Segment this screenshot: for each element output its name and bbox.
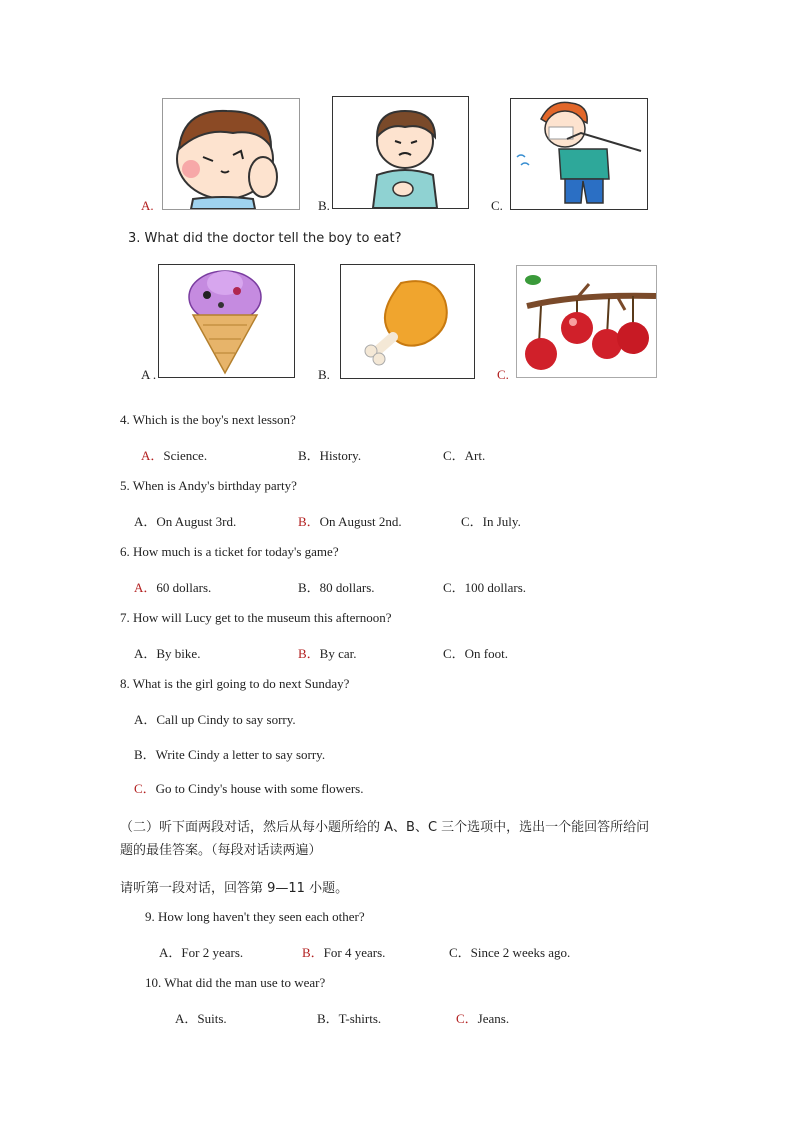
q6-option-c — [443, 577, 526, 596]
q10-question: 10. What did the man use to wear? — [145, 975, 326, 990]
section2-instruction-line1: （二）听下面两段对话，然后从每小题所给的 A、B、C 三个选项中，选出一个能回答所给问 — [120, 820, 650, 835]
q3-option-a-letter: A . — [141, 367, 157, 382]
q6-option-a-letter: A． — [134, 580, 157, 595]
q9-option-b-letter: B． — [302, 945, 324, 960]
q9-option-c-text: Since 2 weeks ago. — [470, 945, 571, 960]
dialogue1-intro: 请听第一段对话，回答第 9—11 小题。 — [120, 881, 349, 896]
q5-option-c-text: In July. — [482, 514, 521, 529]
q6-option-c-letter: C． — [443, 580, 465, 595]
q7-option-c-text: On foot. — [464, 646, 509, 661]
chicken-leg-icon — [340, 264, 475, 379]
q10-option-a — [175, 1008, 227, 1027]
q6-option-c-text: 100 dollars. — [464, 580, 527, 595]
boy-stomachache-icon — [332, 96, 469, 209]
q8-option-a — [134, 709, 296, 728]
q9-option-b-text: For 4 years. — [323, 945, 386, 960]
q6-option-a — [134, 577, 211, 596]
q8-option-a-text: Call up Cindy to say sorry. — [156, 712, 296, 727]
q7-option-c — [443, 643, 508, 662]
q7-option-c-letter: C． — [443, 646, 465, 661]
q5-option-c-letter: C． — [461, 514, 483, 529]
q6-option-a-text: 60 dollars. — [156, 580, 212, 595]
ice-cream-icon — [158, 264, 295, 378]
q5-option-a — [134, 511, 236, 530]
q5-option-a-text: On August 3rd. — [156, 514, 237, 529]
q4-option-a-text: Science. — [163, 448, 208, 463]
q3-option-b-letter: B. — [318, 367, 330, 382]
q7-option-b-letter: B． — [298, 646, 320, 661]
q4-option-b-letter: B． — [298, 448, 320, 463]
q10-option-b-letter: B． — [317, 1011, 339, 1026]
q5-option-b — [298, 511, 402, 530]
q10-option-b-text: T-shirts. — [338, 1011, 382, 1026]
q5-option-a-letter: A． — [134, 514, 157, 529]
q4-option-a — [141, 445, 207, 464]
q8-option-c-letter: C． — [134, 781, 156, 796]
q10-option-c-text: Jeans. — [477, 1011, 510, 1026]
q9-option-c-letter: C． — [449, 945, 471, 960]
q7-option-b-text: By car. — [319, 646, 357, 661]
q3-option-c-letter: C. — [497, 367, 509, 382]
q3-question: 3. What did the doctor tell the boy to eat? — [128, 231, 402, 246]
boy-cold-icon — [510, 98, 648, 210]
q4-option-c — [443, 445, 485, 464]
q7-option-a-letter: A． — [134, 646, 157, 661]
q7-option-b — [298, 643, 357, 662]
q4-option-a-letter: A． — [141, 448, 164, 463]
q7-question: 7. How will Lucy get to the museum this afternoon? — [120, 610, 392, 625]
q7-option-a — [134, 643, 200, 662]
q8-option-b-text: Write Cindy a letter to say sorry. — [155, 747, 326, 762]
q2-option-a-letter: A. — [141, 198, 154, 213]
q2-option-c-letter: C. — [491, 198, 503, 213]
q4-option-c-text: Art. — [464, 448, 486, 463]
section2-instruction-line2: 题的最佳答案。（每段对话读两遍） — [120, 843, 322, 858]
q8-option-b-letter: B． — [134, 747, 156, 762]
q9-question: 9. How long haven't they seen each other? — [145, 909, 365, 924]
q7-option-a-text: By bike. — [156, 646, 201, 661]
q10-option-a-letter: A． — [175, 1011, 198, 1026]
q4-question: 4. Which is the boy's next lesson? — [120, 412, 296, 427]
q8-option-b — [134, 744, 325, 763]
q6-option-b — [298, 577, 375, 596]
q8-option-a-letter: A． — [134, 712, 157, 727]
q9-option-a-letter: A． — [159, 945, 182, 960]
q4-option-b — [298, 445, 361, 464]
q5-question: 5. When is Andy's birthday party? — [120, 478, 297, 493]
q4-option-b-text: History. — [319, 448, 362, 463]
q8-option-c — [134, 778, 363, 797]
q9-option-c — [449, 942, 570, 961]
q9-option-a-text: For 2 years. — [181, 945, 244, 960]
q2-option-b-letter: B. — [318, 198, 330, 213]
boy-toothache-icon — [162, 98, 300, 210]
q4-option-c-letter: C． — [443, 448, 465, 463]
q10-option-c — [456, 1008, 509, 1027]
q8-question: 8. What is the girl going to do next Sunday? — [120, 676, 350, 691]
q8-option-c-text: Go to Cindy's house with some flowers. — [155, 781, 364, 796]
q10-option-c-letter: C． — [456, 1011, 478, 1026]
q6-option-b-letter: B． — [298, 580, 320, 595]
q9-option-b — [302, 942, 385, 961]
q10-option-a-text: Suits. — [197, 1011, 227, 1026]
q6-option-b-text: 80 dollars. — [319, 580, 375, 595]
apples-icon — [516, 265, 657, 378]
q5-option-b-letter: B． — [298, 514, 320, 529]
q9-option-a — [159, 942, 243, 961]
q5-option-c — [461, 511, 521, 530]
q6-question: 6. How much is a ticket for today's game? — [120, 544, 339, 559]
q10-option-b — [317, 1008, 381, 1027]
q5-option-b-text: On August 2nd. — [319, 514, 402, 529]
